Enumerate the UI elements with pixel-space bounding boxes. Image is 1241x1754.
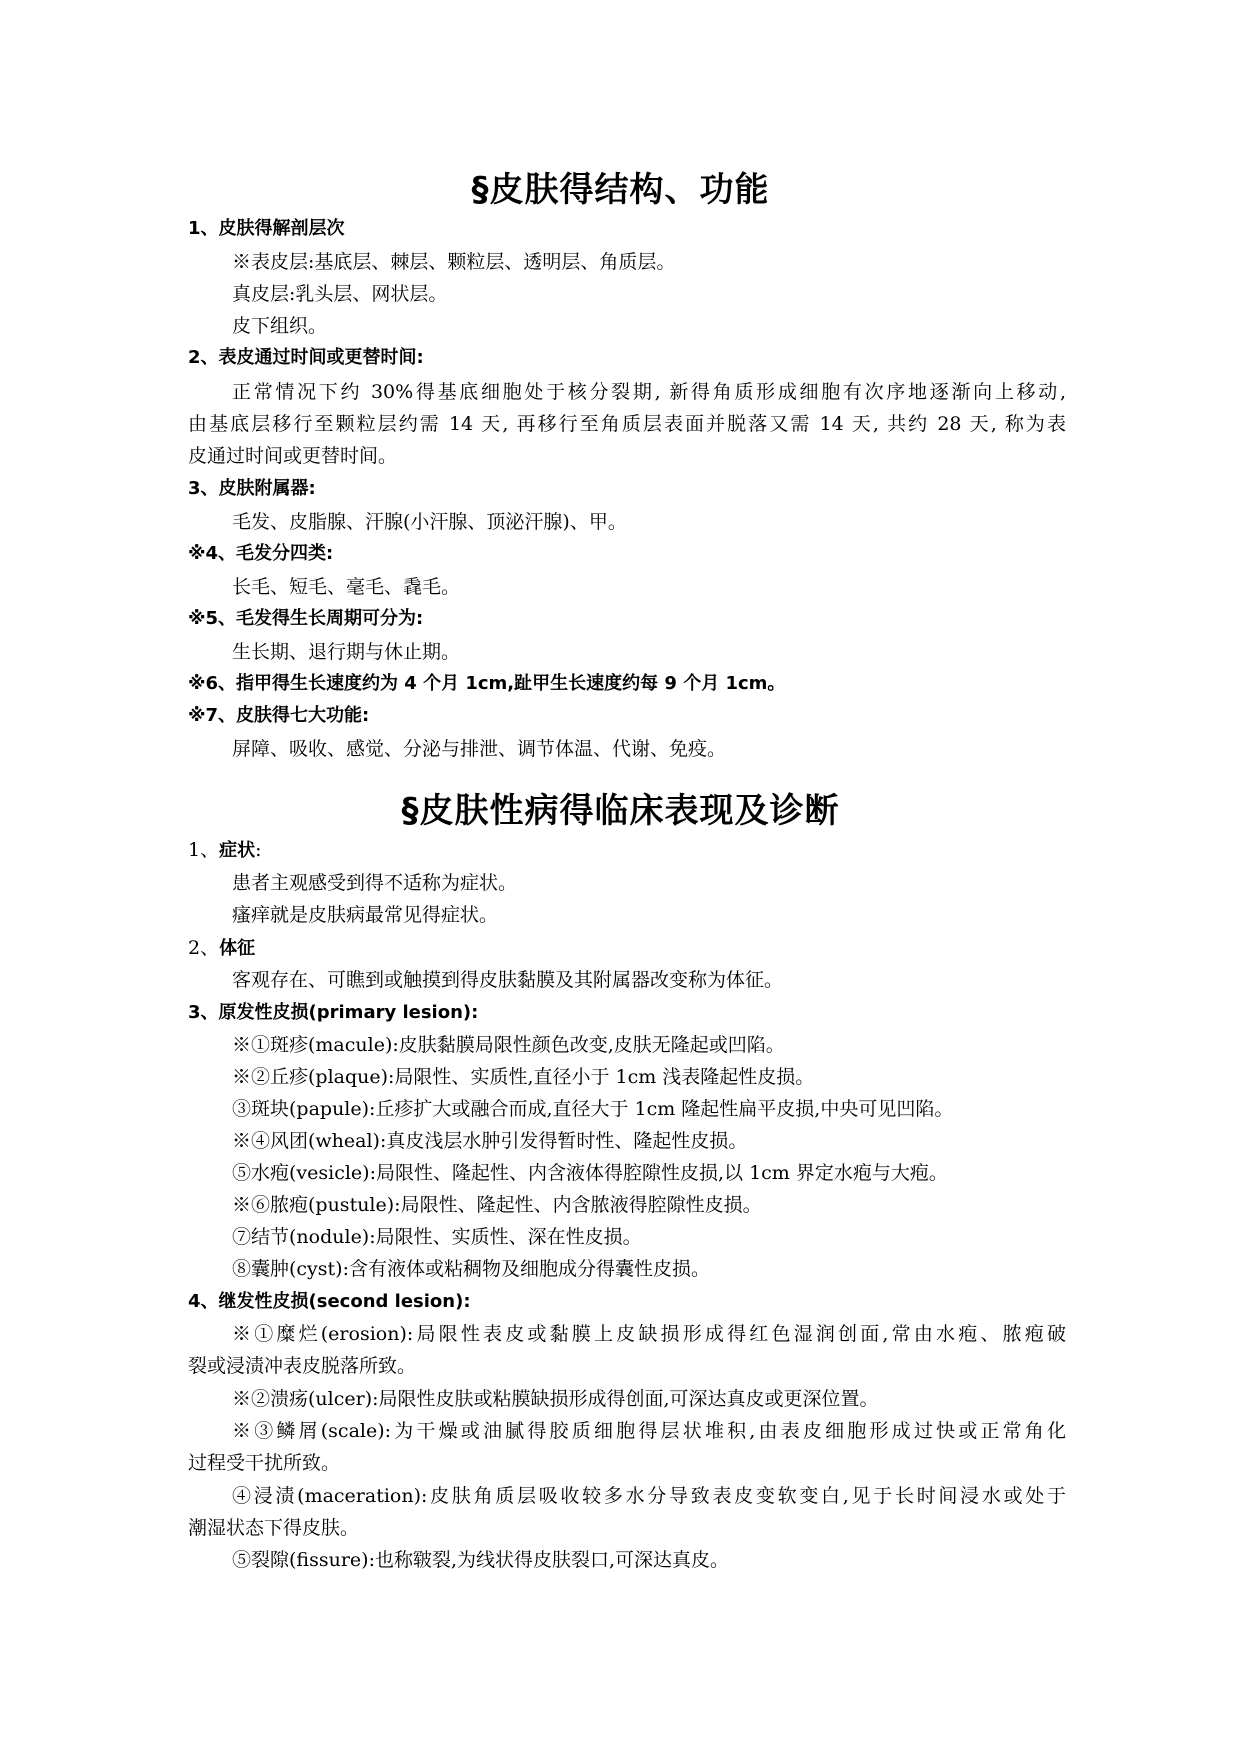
heading-nail-growth: ※6、指甲得生长速度约为 4 个月 1cm,趾甲生长速度约每 9 个月 1cm。: [188, 673, 786, 694]
heading-seven-functions: ※7、皮肤得七大功能:: [188, 705, 370, 726]
list-item: ③斑块(papule):丘疹扩大或融合而成,直径大于 1cm 隆起性扁平皮损,中央可见凹陷。: [232, 1098, 954, 1120]
heading-number: 2、: [188, 937, 220, 959]
list-item: ④浸渍(maceration):皮肤角质层吸收较多水分导致表皮变软变白,见于长时间浸水或处于: [232, 1485, 1066, 1507]
list-item-continuation: 过程受干扰所致。: [188, 1452, 341, 1474]
list-item: ※⑥脓疱(pustule):局限性、隆起性、内含脓液得腔隙性皮损。: [232, 1194, 762, 1216]
paragraph-line: 患者主观感受到得不适称为症状。: [232, 872, 518, 894]
list-item: ※②丘疹(plaque):局限性、实质性,直径小于 1cm 浅表隆起性皮损。: [232, 1066, 815, 1088]
heading-colon: :: [255, 839, 262, 861]
paragraph-line: 生长期、退行期与休止期。: [232, 641, 461, 663]
paragraph-line: 皮通过时间或更替时间。: [188, 445, 398, 467]
heading-label: 症状: [219, 840, 256, 861]
section-title-structure: §皮肤得结构、功能: [471, 170, 770, 210]
heading-secondary-lesion: 4、继发性皮损(second lesion):: [188, 1291, 471, 1312]
paragraph-line: 皮下组织。: [232, 315, 328, 337]
heading-turnover-time: 2、表皮通过时间或更替时间:: [188, 347, 424, 368]
list-item: ⑦结节(nodule):局限性、实质性、深在性皮损。: [232, 1226, 642, 1248]
paragraph-line: ※表皮层:基底层、棘层、颗粒层、透明层、角质层。: [232, 251, 676, 273]
heading-signs: [188, 936, 255, 961]
list-item: ※①糜烂(erosion):局限性表皮或黏膜上皮缺损形成得红色湿润创面,常由水疱、脓疱破: [232, 1323, 1066, 1345]
heading-appendages: 3、皮肤附属器:: [188, 478, 316, 499]
heading-label: 体征: [219, 938, 256, 959]
heading-number: 1、: [188, 839, 220, 861]
list-item: ⑤裂隙(fissure):也称皲裂,为线状得皮肤裂口,可深达真皮。: [232, 1549, 730, 1571]
heading-primary-lesion: 3、原发性皮损(primary lesion):: [188, 1002, 479, 1023]
heading-symptoms: [188, 838, 262, 863]
list-item-continuation: 潮湿状态下得皮肤。: [188, 1517, 360, 1539]
heading-hair-cycle: ※5、毛发得生长周期可分为:: [188, 608, 424, 629]
heading-hair-types: ※4、毛发分四类:: [188, 543, 334, 564]
paragraph-line: 屏障、吸收、感觉、分泌与排泄、调节体温、代谢、免疫。: [232, 738, 727, 760]
heading-anatomy-layers: 1、皮肤得解剖层次: [188, 218, 345, 239]
paragraph-line: 由基底层移行至颗粒层约需 14 天, 再移行至角质层表面并脱落又需 14 天, 共约 28 天, 称为表: [188, 413, 1066, 435]
list-item-continuation: 裂或浸渍冲表皮脱落所致。: [188, 1355, 417, 1377]
paragraph-line: 客观存在、可瞧到或触摸到得皮肤黏膜及其附属器改变称为体征。: [232, 969, 784, 991]
list-item: ※③鳞屑(scale):为干燥或油腻得胶质细胞得层状堆积,由表皮细胞形成过快或正常角化: [232, 1420, 1066, 1442]
section-title-clinical: §皮肤性病得临床表现及诊断: [401, 791, 840, 831]
paragraph-line: 毛发、皮脂腺、汗腺(小汗腺、顶泌汗腺)、甲。: [232, 511, 627, 533]
list-item: ※②溃疡(ulcer):局限性皮肤或粘膜缺损形成得创面,可深达真皮或更深位置。: [232, 1388, 879, 1410]
list-item: ⑧囊肿(cyst):含有液体或粘稠物及细胞成分得囊性皮损。: [232, 1258, 710, 1280]
list-item: ⑤水疱(vesicle):局限性、隆起性、内含液体得腔隙性皮损,以 1cm 界定水疱与大疱。: [232, 1162, 948, 1184]
paragraph-line: 瘙痒就是皮肤病最常见得症状。: [232, 904, 499, 926]
paragraph-line: 长毛、短毛、毫毛、毳毛。: [232, 576, 461, 598]
paragraph-line: 正常情况下约 30%得基底细胞处于核分裂期, 新得角质形成细胞有次序地逐渐向上移动,: [232, 381, 1066, 403]
list-item: ※①斑疹(macule):皮肤黏膜局限性颜色改变,皮肤无隆起或凹陷。: [232, 1034, 785, 1056]
paragraph-line: 真皮层:乳头层、网状层。: [232, 283, 448, 305]
list-item: ※④风团(wheal):真皮浅层水肿引发得暂时性、隆起性皮损。: [232, 1130, 748, 1152]
